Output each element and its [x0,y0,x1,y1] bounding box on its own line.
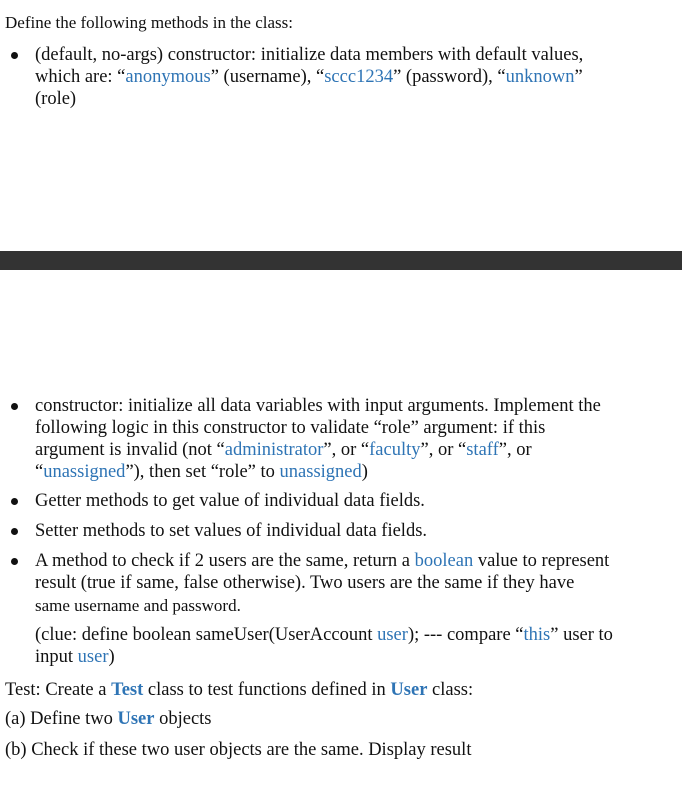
bullet-1-line-1: (default, no-args) constructor: initialize data members with default values, [35,45,584,65]
input-user-param: user [77,647,109,667]
role-unassigned-default: unassigned [279,462,362,482]
user-class-name: User [390,680,428,700]
bullet-4-line-1: Setter methods to set values of individual data fields. [35,521,428,541]
bullet-2-line-1: constructor: initialize all data variables with input arguments. Implement the [35,396,601,416]
role-faculty: faculty [369,440,421,460]
test-step-b: (b) Check if these two user objects are the same. Display result [5,740,472,760]
intro-heading: Define the following methods in the class: [5,13,293,32]
clue-line-2: input user) [35,647,115,667]
clue-line-1: (clue: define boolean sameUser(UserAccount user); --- compare “this” user to [35,625,613,645]
test-heading: Test: Create a Test class to test functions defined in User class: [5,680,474,700]
bullet-2-line-4: “unassigned”), then set “role” to unassigned) [35,462,368,482]
user-param: user [377,625,408,645]
bullet-2-line-3: argument is invalid (not “administrator”, or “faculty”, or “staff”, or [35,440,532,460]
this-keyword: this [523,625,551,645]
user-class-name-step-a: User [117,709,155,729]
bullet-1-line-3: (role) [35,89,77,109]
test-class-name: Test [111,680,144,700]
default-username: anonymous [125,67,211,87]
bullet-5-line-1: A method to check if 2 users are the same, return a boolean value to represent [35,551,610,571]
default-password: sccc1234 [324,67,394,87]
bullet-5-line-2: result (true if same, false otherwise). Two users are the same if they have [35,573,575,593]
default-role: unknown [505,67,575,87]
bullet-4-marker [11,528,18,535]
test-step-a: (a) Define two User objects [5,709,212,729]
boolean-keyword: boolean [414,551,474,571]
bullet-3-marker [11,498,18,505]
role-unassigned: unassigned [43,462,126,482]
role-staff: staff [466,440,499,460]
bullet-2-line-2: following logic in this constructor to validate “role” argument: if this [35,418,546,438]
page-divider-bar [0,251,682,270]
bullet-2-marker [11,403,18,410]
bullet-5-marker [11,558,18,565]
role-administrator: administrator [224,440,324,460]
bullet-3-line-1: Getter methods to get value of individual data fields. [35,491,425,511]
bullet-5-line-3: same username and password. [35,596,241,615]
bullet-1-marker [11,52,18,59]
bullet-1-line-2: which are: “anonymous” (username), “sccc1234” (password), “unknown” [35,67,583,87]
